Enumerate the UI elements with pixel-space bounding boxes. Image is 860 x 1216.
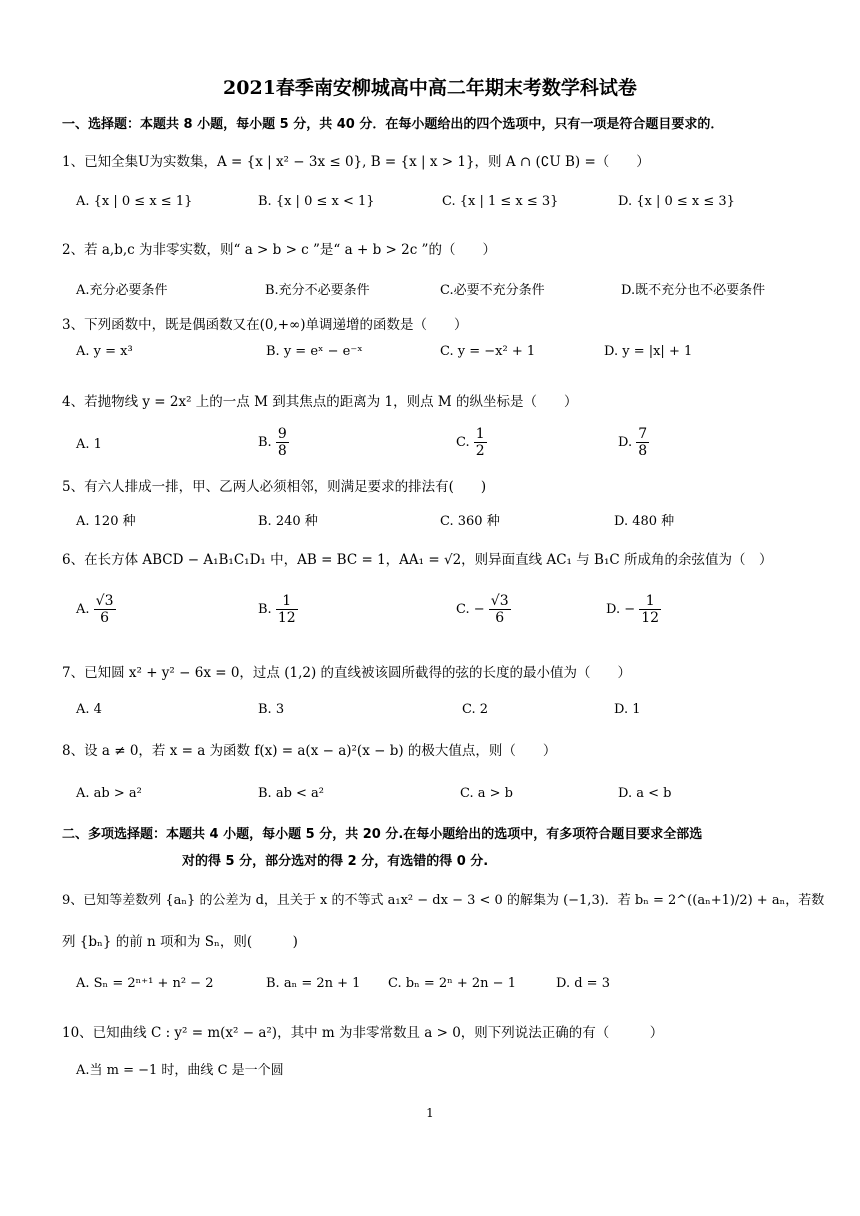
q7-option-c: C. 2 [462, 702, 489, 717]
question-8: 8、设 a ≠ 0，若 x = a 为函数 f(x) = a(x − a)²(x − b) 的极大值点，则（ ） [62, 743, 557, 759]
q3-option-c: C. y = −x² + 1 [440, 344, 536, 359]
q7-option-b: B. 3 [258, 702, 285, 717]
q8-option-c: C. a > b [460, 786, 513, 801]
q9-option-d: D. d = 3 [556, 976, 610, 991]
question-9-line-1: 9、已知等差数列 {aₙ} 的公差为 d，且关于 x 的不等式 a₁x² − dx − 3 < 0 的解集为 (−1,3)．若 bₙ = 2^((aₙ+1)/2) + aₙ，若数 [62, 893, 825, 908]
q4-option-b: B. $\frac{9}{8}$ [258, 426, 287, 459]
q5-option-a: A. 120 种 [76, 514, 136, 529]
q8-option-b: B. ab < a² [258, 786, 325, 801]
q6-option-b-fraction: $\frac{1}{12}$ [277, 593, 296, 626]
q10-option-a: A.当 m = −1 时，曲线 C 是一个圆 [76, 1063, 284, 1078]
q7-option-a: A. 4 [76, 702, 102, 717]
question-3: 3、下列函数中，既是偶函数又在(0,+∞)单调递增的函数是（ ） [62, 317, 468, 333]
section-1-heading: 一、选择题：本题共 8 小题，每小题 5 分，共 40 分．在每小题给出的四个选项中，只有一项是符合题目要求的． [62, 117, 724, 132]
q3-option-d: D. y = |x| + 1 [604, 344, 693, 359]
question-2: 2、若 a,b,c 为非零实数，则“ a > b > c ”是“ a + b > 2c ”的（ ） [62, 242, 496, 258]
q6-option-d-fraction: $\frac{1}{12}$ [641, 593, 660, 626]
q1-option-a: A. {x | 0 ≤ x ≤ 1} [76, 194, 193, 209]
question-5: 5、有六人排成一排，甲、乙两人必须相邻，则满足要求的排法有( ) [62, 479, 487, 495]
q3-option-a: A. y = x³ [76, 344, 133, 359]
q9-option-c: C. bₙ = 2ⁿ + 2n − 1 [388, 976, 516, 991]
q1-option-d: D. {x | 0 ≤ x ≤ 3} [618, 194, 735, 209]
section-2-heading-line-1: 二、多项选择题：本题共 4 小题，每小题 5 分，共 20 分.在每小题给出的选项中，有多项符合题目要求全部选 [62, 827, 703, 842]
q4-option-a: A. 1 [76, 437, 102, 452]
q4-option-c: C. $\frac{1}{2}$ [456, 426, 485, 459]
q4-option-d: D. $\frac{7}{8}$ [618, 426, 648, 459]
page-number: 1 [426, 1106, 434, 1120]
q2-option-d: D.既不充分也不必要条件 [621, 283, 766, 298]
q6-option-d: D. − $\frac{1}{12}$ [606, 593, 660, 626]
q2-option-a: A.充分必要条件 [76, 283, 168, 298]
q2-option-c: C.必要不充分条件 [440, 283, 545, 298]
q6-option-b: B. $\frac{1}{12}$ [258, 593, 296, 626]
section-2-heading-line-2: 对的得 5 分，部分选对的得 2 分，有选错的得 0 分. [182, 854, 489, 869]
q3-option-b: B. y = eˣ − e⁻ˣ [266, 344, 363, 359]
q6-option-a: A. $\frac{√3}{6}$ [76, 593, 114, 626]
q1-option-b: B. {x | 0 ≤ x < 1} [258, 194, 375, 209]
q4-option-d-fraction: $\frac{7}{8}$ [638, 426, 648, 459]
q4-option-c-fraction: $\frac{1}{2}$ [475, 426, 485, 459]
question-10: 10、已知曲线 C : y² = m(x² − a²)，其中 m 为非零常数且 a > 0，则下列说法正确的有（ ） [62, 1025, 664, 1041]
question-7: 7、已知圆 x² + y² − 6x = 0，过点 (1,2) 的直线被该圆所截得的弦的长度的最小值为（ ） [62, 665, 632, 681]
q6-option-c: C. − $\frac{√3}{6}$ [456, 593, 509, 626]
q6-option-a-fraction: $\frac{√3}{6}$ [95, 593, 114, 626]
q5-option-b: B. 240 种 [258, 514, 318, 529]
q8-option-a: A. ab > a² [76, 786, 142, 801]
exam-title: 2021春季南安柳城高中高二年期末考数学科试卷 [223, 77, 637, 99]
q8-option-d: D. a < b [618, 786, 672, 801]
question-6: 6、在长方体 ABCD − A₁B₁C₁D₁ 中，AB = BC = 1，AA₁ = √2，则异面直线 AC₁ 与 B₁C 所成角的余弦值为（ ） [62, 552, 773, 568]
q6-option-c-fraction: $\frac{√3}{6}$ [490, 593, 509, 626]
q4-option-b-fraction: $\frac{9}{8}$ [277, 426, 287, 459]
q2-option-b: B.充分不必要条件 [265, 283, 370, 298]
q5-option-c: C. 360 种 [440, 514, 500, 529]
q9-option-b: B. aₙ = 2n + 1 [266, 976, 361, 991]
q9-option-a: A. Sₙ = 2ⁿ⁺¹ + n² − 2 [76, 976, 214, 991]
q5-option-d: D. 480 种 [614, 514, 675, 529]
question-1: 1、已知全集U为实数集，A = {x | x² − 3x ≤ 0}, B = {x | x > 1}，则 A ∩ (∁U B) =（ ） [62, 154, 650, 170]
question-9-line-2: 列 {bₙ} 的前 n 项和为 Sₙ，则( ) [62, 934, 298, 950]
q7-option-d: D. 1 [614, 702, 641, 717]
q1-option-c: C. {x | 1 ≤ x ≤ 3} [442, 194, 559, 209]
question-4: 4、若抛物线 y = 2x² 上的一点 M 到其焦点的距离为 1，则点 M 的纵坐标是（ ） [62, 394, 578, 410]
